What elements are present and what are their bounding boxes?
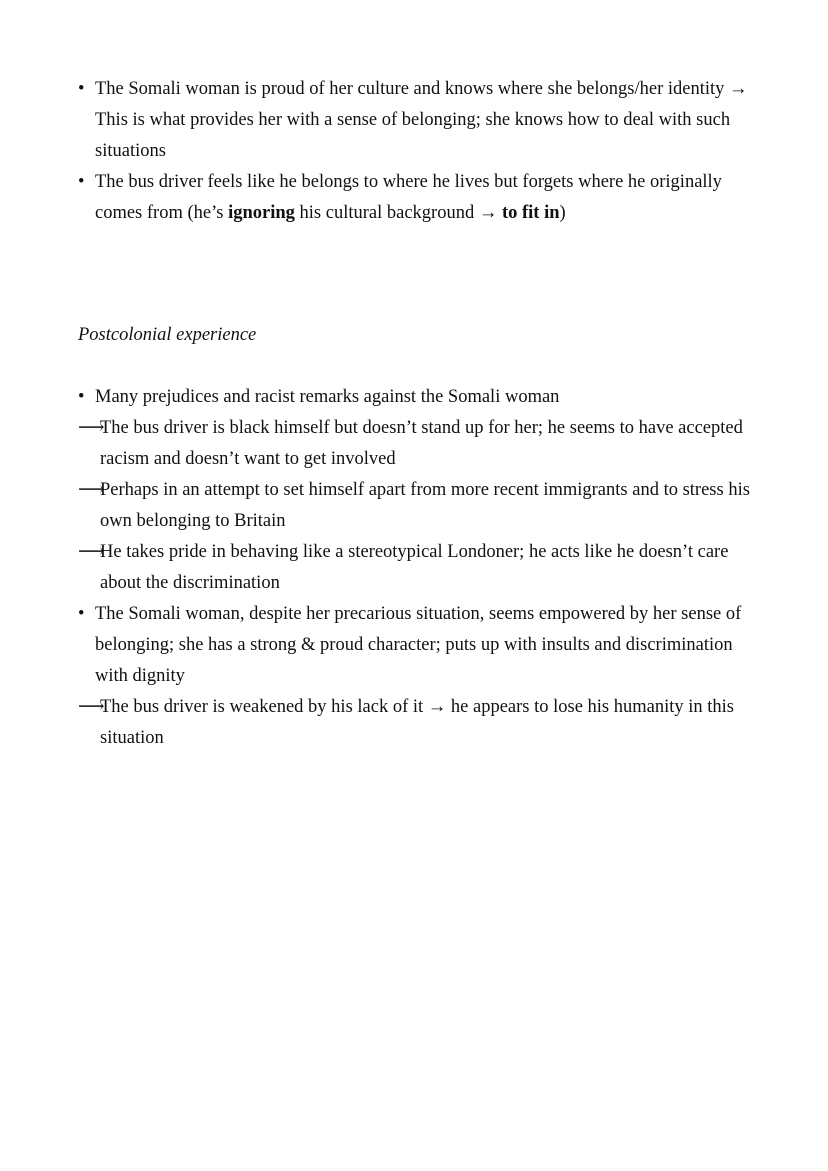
list-item [78,382,750,413]
postcolonial-list [78,382,750,754]
list-item [78,537,750,599]
bullet-marker: • [78,387,85,407]
arrow-marker: ⟶ [78,697,105,717]
list-item-text: The bus driver is black himself but doesn’t stand up for her; he seems to have accepted racism and doesn’t want to get involved [100,418,743,469]
list-item-text: The Somali woman is proud of her culture and knows where she belongs/her identity → This is what provides her with a sense of belonging; she knows how to deal with such situations [95,79,748,161]
bullet-marker: • [78,604,85,624]
section-heading: Postcolonial experience [78,325,257,345]
text-run: his cultural background → [294,203,502,223]
list-item-text: Many prejudices and racist remarks against the Somali woman [95,387,560,407]
bullet-marker: • [78,172,85,192]
list-item-text: The bus driver is weakened by his lack of it → he appears to lose his humanity in this situation [100,697,735,748]
bullet-marker: • [78,79,85,99]
belonging-bullet-list [78,74,758,229]
list-item [78,599,750,692]
arrow-marker: ⟶ [78,480,105,500]
text-run: The bus driver feels like he belongs to where he lives but forgets where he originally comes from (he’s [95,172,722,223]
list-item [78,74,758,167]
list-item [78,692,750,754]
list-item [78,475,750,537]
list-item-text: The Somali woman, despite her precarious situation, seems empowered by her sense of belonging; she has a strong & proud character; puts up with insults and discrimination with dignity [95,604,742,686]
list-item [78,167,758,229]
text-run: ) [559,203,566,223]
list-item-text [78,167,758,229]
arrow-marker: ⟶ [78,418,105,438]
list-item-text: He takes pride in behaving like a stereotypical Londoner; he acts like he doesn’t care about the discrimination [100,542,729,593]
list-item-text: Perhaps in an attempt to set himself apart from more recent immigrants and to stress his own belonging to Britain [100,480,750,531]
arrow-marker: ⟶ [78,542,105,562]
bold-text-ignoring: ignoring [228,203,295,223]
bold-text-to-fit-in: to fit in [501,203,560,223]
list-item [78,413,750,475]
